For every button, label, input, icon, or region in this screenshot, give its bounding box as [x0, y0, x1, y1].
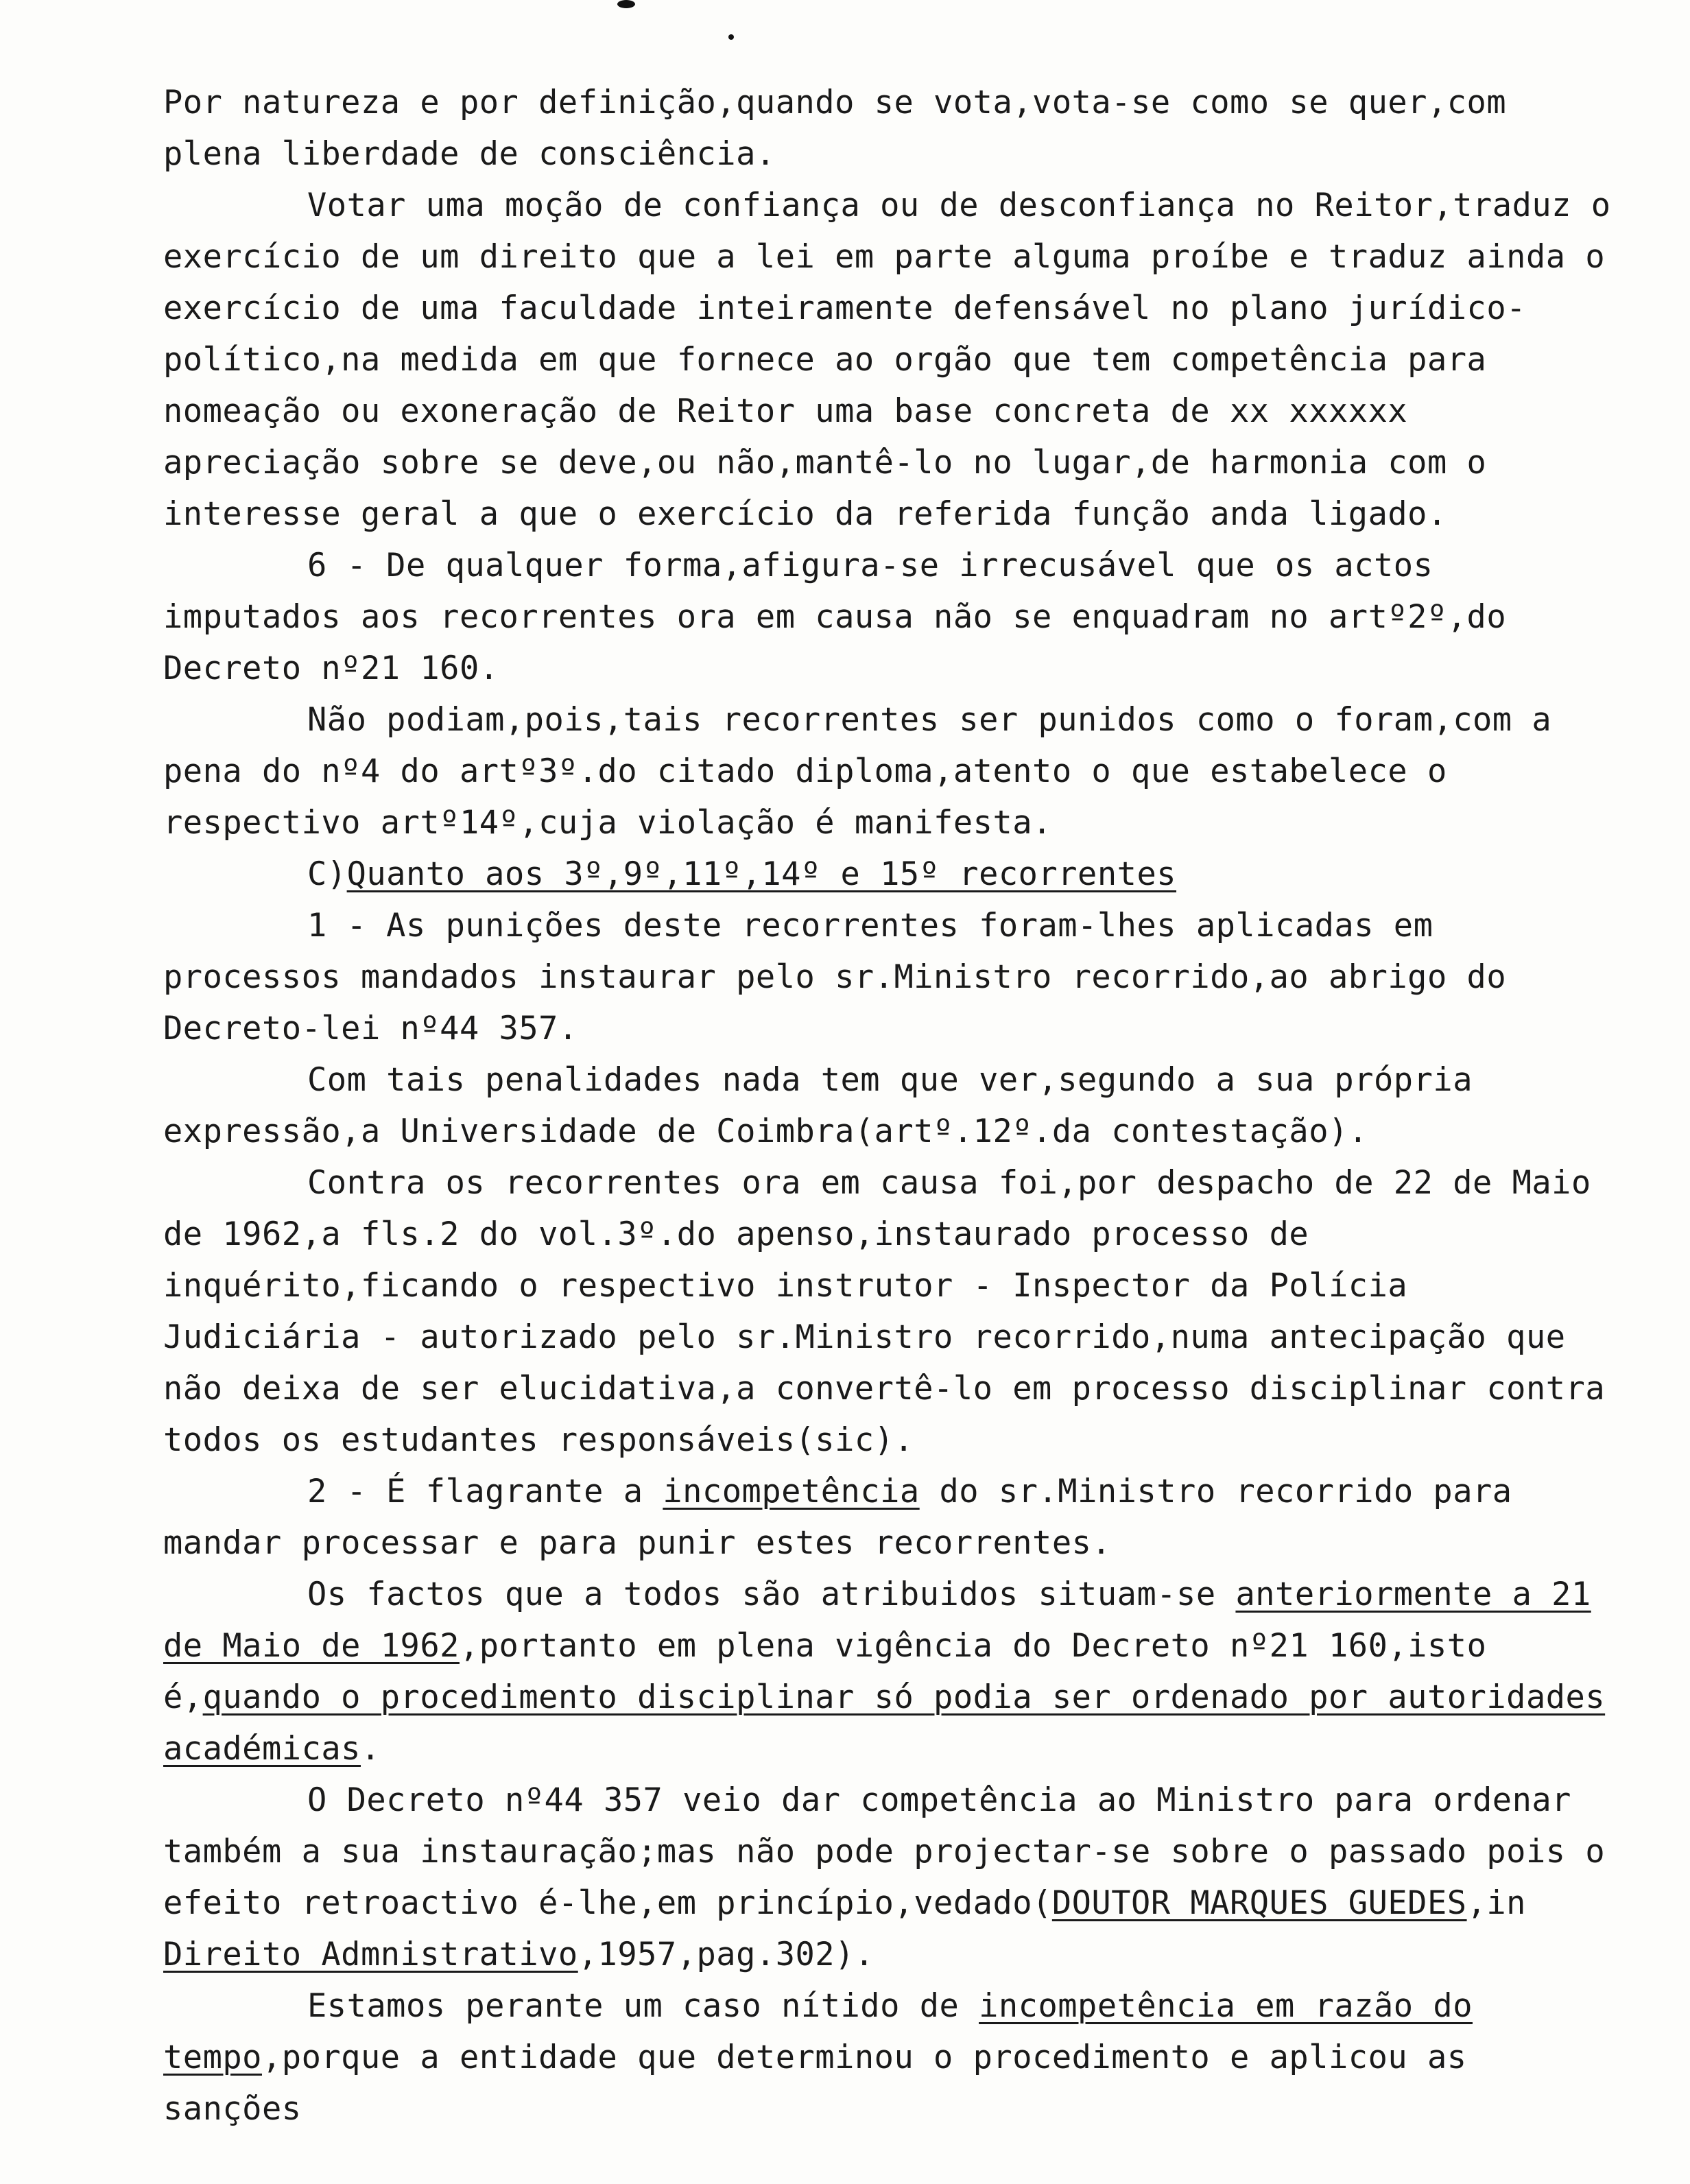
- paragraph-text: 1 - As punições deste recorrentes foram-lhes aplicadas em processos mandados instaurar pelo sr.Ministro recorrido,ao abrigo do Decreto-lei nº44 357.: [163, 907, 1507, 1047]
- paragraph-text: C): [307, 855, 347, 893]
- paragraph-text: do sr.Ministro recorrido para mandar processar e para punir estes recorrentes.: [163, 1473, 1512, 1562]
- paragraph: [163, 694, 1624, 848]
- paragraph-text: Estamos perante um caso nítido de: [307, 1987, 979, 2025]
- paragraph: [163, 1157, 1624, 1466]
- underlined-text: incompetência: [663, 1473, 920, 1510]
- paragraph: [163, 1466, 1624, 1569]
- paragraph-text: 2 - É flagrante a: [307, 1473, 663, 1510]
- paragraph: [163, 1980, 1624, 2135]
- paragraph: [163, 540, 1624, 694]
- paragraph: [163, 77, 1624, 180]
- paragraph-text: Contra os recorrentes ora em causa foi,por despacho de 22 de Maio de 1962,a fls.2 do vol.3º.do apenso,instaurado processo de inquérito,ficando o respectivo instrutor - Inspector da Polícia Judiciária - autorizado pelo sr.Ministro recorrido,numa antecipação que não deixa de ser elucidativa,a convertê-lo em processo disciplinar contra todos os estudantes responsáveis(sic).: [163, 1164, 1606, 1459]
- paragraph-text: Não podiam,pois,tais recorrentes ser punidos como o foram,com a pena do nº4 do artº3º.do citado diploma,atento o que estabelece o respectivo artº14º,cuja violação é manifesta.: [163, 701, 1552, 842]
- paragraph-text: ,in: [1466, 1884, 1526, 1922]
- paragraph: [163, 1569, 1624, 1774]
- paragraph-text: O Decreto nº44 357 veio dar competência ao Ministro para ordenar também a sua instauração;mas não pode projectar-se sobre o passado pois o efeito retroactivo é-lhe,em princípio,vedado(: [163, 1781, 1606, 1922]
- paragraph-text: ,1957,pag.302).: [578, 1936, 874, 1973]
- paragraph-text: ,porque a entidade que determinou o procedimento e aplicou as sanções: [163, 2039, 1467, 2128]
- paragraph-text: ,portanto em plena vigência do Decreto nº21 160,isto é,: [163, 1627, 1487, 1716]
- underlined-text: quando o procedimento disciplinar só podia ser ordenado por autoridades académicas: [163, 1678, 1606, 1768]
- paragraph-text: .: [360, 1730, 381, 1768]
- document-body: [163, 77, 1624, 2135]
- paragraph-text: Por natureza e por definição,quando se vota,vota-se como se quer,com plena liberdade de consciência.: [163, 84, 1507, 173]
- underlined-text: DOUTOR MARQUES GUEDES: [1051, 1884, 1467, 1922]
- ink-mark: [728, 34, 734, 40]
- paragraph-text: Votar uma moção de confiança ou de desconfiança no Reitor,traduz o exercício de um direito que a lei em parte alguma proíbe e traduz ainda o exercício de uma faculdade inteiramente defensável no plano jurídico-político,na medida em que fornece ao orgão que tem competência para nomeação ou exoneração de Reitor uma base concreta de xx xxxxxx apreciação sobre se deve,ou não,mantê-lo no lugar,de harmonia com o interesse geral a que o exercício da referida função anda ligado.: [163, 187, 1611, 533]
- paragraph-text: Com tais penalidades nada tem que ver,segundo a sua própria expressão,a Universidade de Coimbra(artº.12º.da contestação).: [163, 1061, 1473, 1150]
- underlined-text: Quanto aos 3º,9º,11º,14º e 15º recorrentes: [346, 855, 1177, 893]
- paragraph: [163, 1774, 1624, 1980]
- ink-mark: [617, 0, 635, 8]
- paragraph: [163, 848, 1624, 900]
- underlined-text: anteriormente a 21 de Maio de 1962: [163, 1576, 1591, 1665]
- underlined-text: incompetência em razão do tempo: [163, 1987, 1473, 2076]
- paragraph: [163, 180, 1624, 540]
- paragraph: [163, 1054, 1624, 1157]
- paragraph-text: Os factos que a todos são atribuidos situam-se: [307, 1576, 1236, 1613]
- paragraph-text: 6 - De qualquer forma,afigura-se irrecusável que os actos imputados aos recorrentes ora em causa não se enquadram no artº2º,do Decreto nº21 160.: [163, 547, 1507, 687]
- paragraph: [163, 900, 1624, 1054]
- underlined-text: Direito Admnistrativo: [163, 1936, 578, 1973]
